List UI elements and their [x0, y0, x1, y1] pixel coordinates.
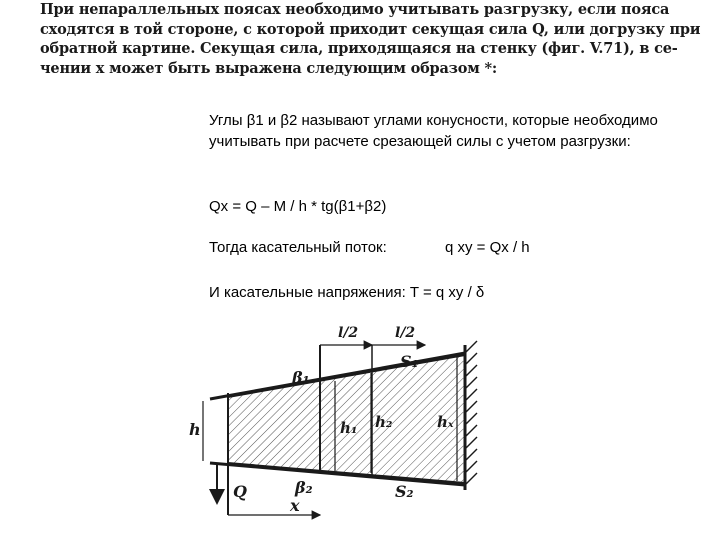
shear-stress-line: И касательные напряжения: T = q xy / δ [209, 284, 485, 301]
label-beta1: β₁ [292, 368, 310, 387]
scan-line-1: При непараллельных поясах необходимо учитывать разгрузку, если пояса [40, 1, 670, 18]
label-h2: h₂ [375, 413, 393, 431]
wall-support [465, 341, 477, 490]
label-beta2: β₂ [295, 478, 313, 497]
shear-force-equation: Qx = Q – M / h * tg(β1+β2) [209, 198, 387, 215]
label-s1: S₁ [400, 352, 419, 371]
label-s2: S₂ [395, 482, 414, 501]
shear-flow-equation: q xy = Qx / h [445, 239, 530, 256]
shear-flow-label: Тогда касательный поток: [209, 239, 387, 256]
scanned-text-block [40, 0, 700, 86]
label-hx: hₓ [437, 413, 454, 431]
label-l-half-2: l/2 [395, 325, 416, 341]
scan-line-3: обратной картине. Секущая сила, приходящаяся на стенку (фиг. V.71), в се- [40, 40, 678, 57]
scan-line-4: чении x может быть выражена следующим образом *: [40, 59, 497, 77]
label-h: h [189, 420, 201, 439]
label-l-half-1: l/2 [338, 325, 359, 341]
slide-paragraph [209, 110, 689, 168]
label-q: Q [233, 482, 247, 501]
tapering-angles-text: Углы β1 и β2 называют углами конусности, которые необходимо учитывать при расчете срезающей силы с учетом разгрузки: [209, 112, 658, 150]
scan-line-2: сходятся в той стороне, с которой приходит секущая сила Q, или догрузку при [40, 20, 701, 38]
tapered-beam-figure [189, 315, 515, 537]
label-h1: h₁ [340, 419, 358, 437]
label-x: x [290, 496, 300, 515]
